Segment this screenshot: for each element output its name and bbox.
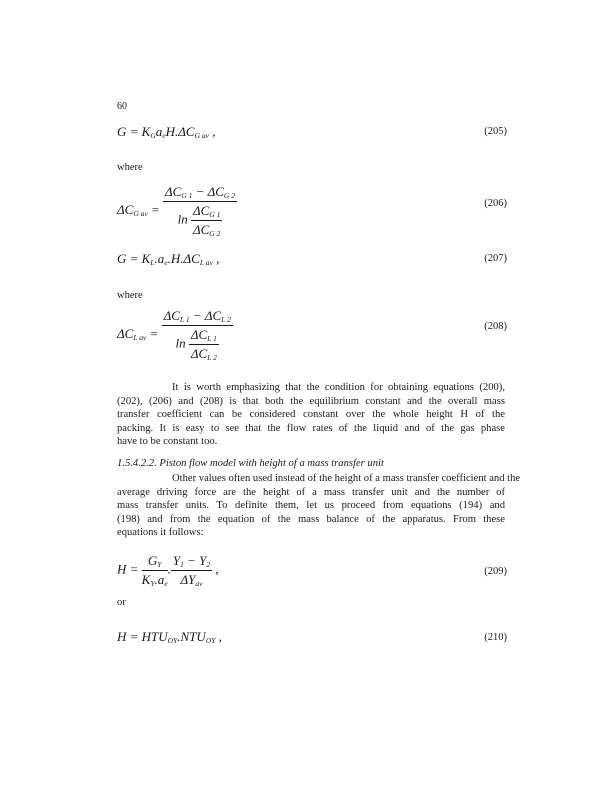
equation-209-fraction-2: $\frac{Y_1 - Y_2}{\Delta Y_{av}}$ [172,553,211,588]
paragraph-2 [117,472,521,540]
equation-number-209: (209) [484,566,507,577]
equation-number-208: (208) [484,321,507,332]
page-number: 60 [117,101,127,112]
equation-208-fraction: $\Delta C_{L 1} - \Delta C_{L 2}$ ln $\frac{\Delta C_{L 1}}{\Delta C_{L 2}}$ [163,308,231,362]
equation-number-207: (207) [484,253,507,264]
paragraph-2-line: equations it follows: [117,527,204,539]
equation-209-fraction-1: $\frac{G_Y}{K_Y.a_e}$ [141,553,168,588]
equation-number-210: (210) [484,632,507,643]
paragraph-1-line: packing. It is easy to see that the flow rates of the liquid and of the gas phase [117,422,505,434]
equation-207: $G = K_L.a_e.H.\Delta C_{L av}$ , [117,251,220,267]
paragraph-2-line: average driving force are the height of a mass transfer unit and the number of [117,486,505,498]
paragraph-2-line: mass transfer units. To definite them, let us proceed from equations (194) and [117,500,505,512]
paragraph-2-line: (198) and from the equation of the mass balance of the apparatus. From these [117,513,505,525]
section-heading: 1.5.4.2.2. Piston flow model with height of a mass transfer unit [117,458,384,469]
paragraph-1-line: transfer coefficient can be considered constant over the whole height H of the [117,409,505,421]
paragraph-1 [117,381,505,449]
paragraph-2-line: Other values often used instead of the height of a mass transfer coefficient and the [172,473,521,484]
equation-208: $\Delta C_{L av}$ = $\Delta C_{L 1} - \Delta C_{L 2}$ ln $\frac{\Delta C_{L 1}}{\Delta C_{L 2}}$ [117,308,231,362]
equation-number-206: (206) [484,198,507,209]
paragraph-1-line: (202), (206) and (208) is that both the equilibrium constant and the overall mass [117,395,505,407]
where-label-1: where [117,162,143,173]
equation-205: $G = K_Ga_eH.\Delta C_{G av}$ , [117,124,216,140]
equation-number-205: (205) [484,126,507,137]
or-label: or [117,597,126,608]
equation-206-fraction: $\Delta C_{G 1} - \Delta C_{G 2}$ ln $\frac{\Delta C_{G 1}}{\Delta C_{G 2}}$ [164,184,235,238]
paragraph-1-line: have to be constant too. [117,436,218,448]
paragraph-1-line: It is worth emphasizing that the condition for obtaining equations (200), [172,382,505,393]
equation-209: H = $\frac{G_Y}{K_Y.a_e}$ . $\frac{Y_1 - Y_2}{\Delta Y_{av}}$ , [117,553,219,588]
equation-206: $\Delta C_{G av}$ = $\Delta C_{G 1} - \Delta C_{G 2}$ ln $\frac{\Delta C_{G 1}}{\Delta C_{G 2}}$ [117,184,235,238]
where-label-2: where [117,290,143,301]
equation-210: $H = HTU_{OY}.NTU_{OY}$ , [117,629,222,645]
